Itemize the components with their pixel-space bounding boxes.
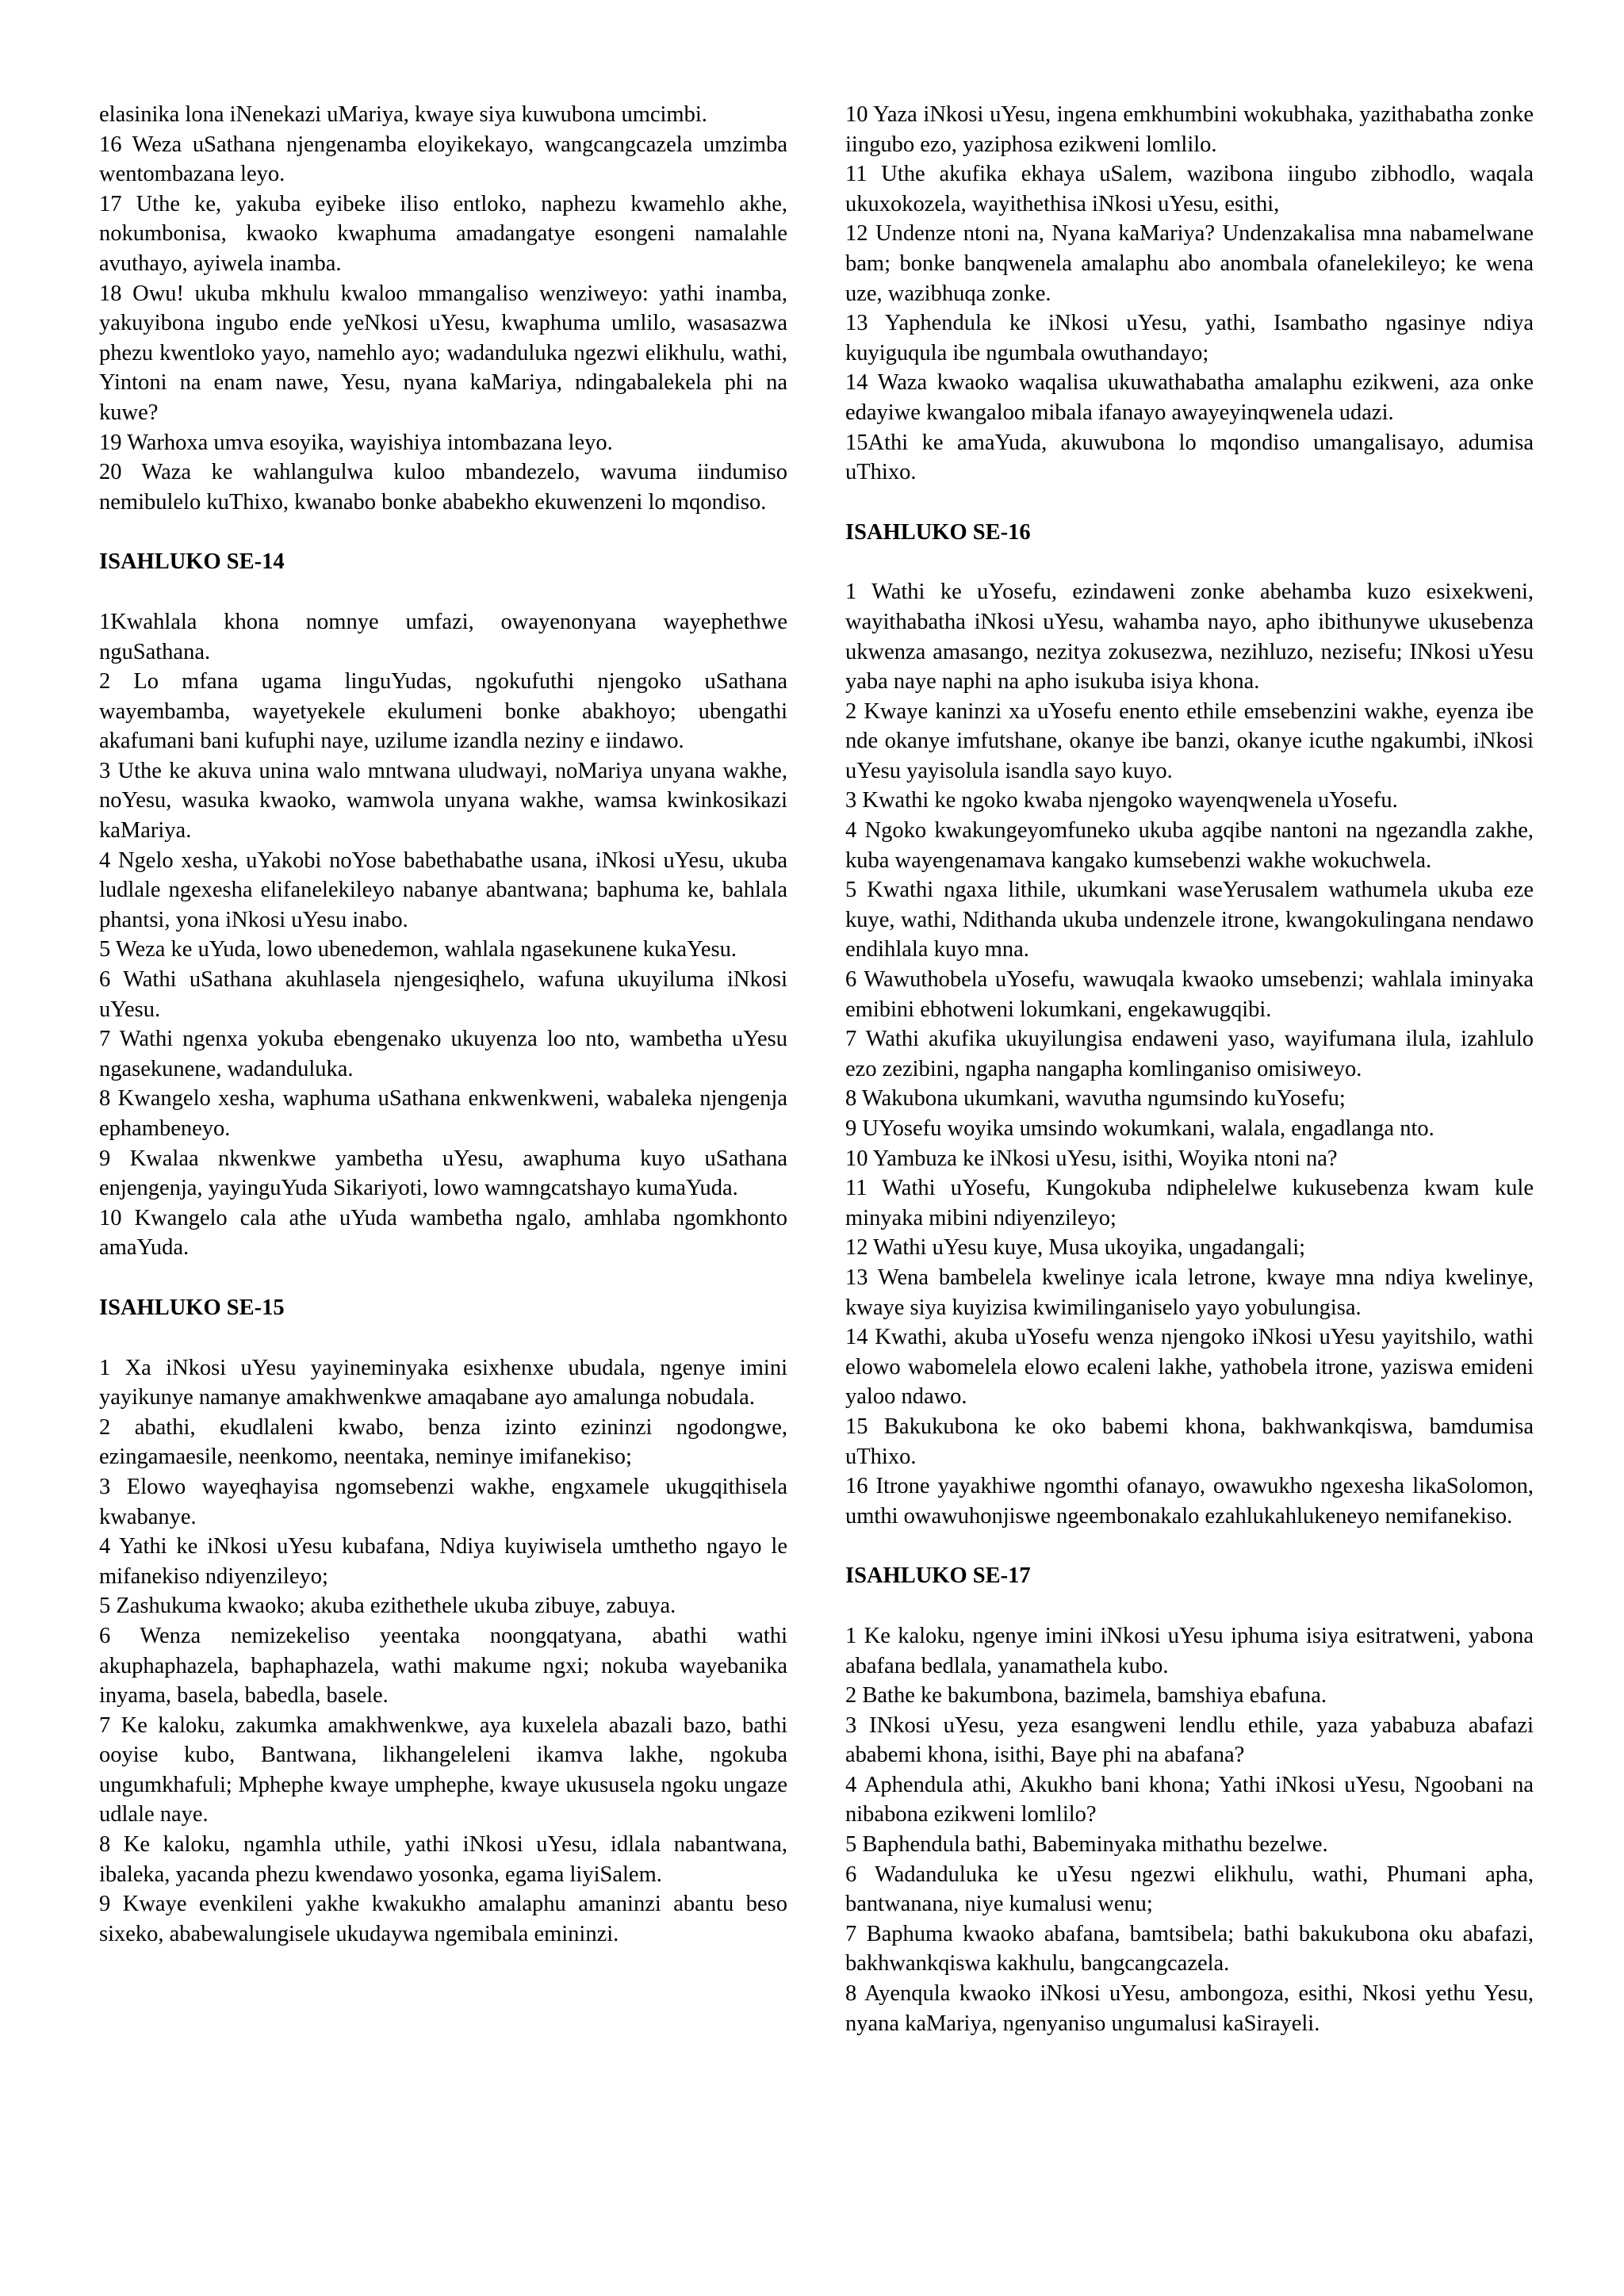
verse-paragraph: 8 Ayenqula kwaoko iNkosi uYesu, ambongoza, esithi, Nkosi yethu Yesu, nyana kaMariya, ngenyaniso ungumalusi kaSirayeli.: [845, 1981, 1534, 2036]
verse-paragraph: 2 Lo mfana ugama linguYudas, ngokufuthi njengoko uSathana wayembamba, wayetyekele ekulumeni bonke abakhoyo; ubengathi akafumani bani kufuphi naye, uzilume izandla neziny e iindawo.: [99, 669, 787, 754]
verse-paragraph: 4 Ngoko kwakungeyomfuneko ukuba agqibe nantoni na ngezandla zakhe, kuba wayengenamava kangako kumsebenzi wakhe wokuchwela.: [845, 818, 1534, 873]
right-column: [845, 100, 1534, 2038]
verse-paragraph: 1Kwahlala khona nomnye umfazi, owayenonyana wayephethwe nguSathana.: [99, 609, 787, 664]
verse-paragraph: 14 Waza kwaoko waqalisa ukuwathabatha amalaphu ezikweni, aza onke edayiwe kwangaloo mibala ifanayo awayeyinqwenela udazi.: [845, 370, 1534, 425]
verse-paragraph: 7 Baphuma kwaoko abafana, bamtsibela; bathi bakukubona oku abafazi, bakhwankqiswa kakhulu, bangcangcazela.: [845, 1921, 1534, 1976]
verse-paragraph: 9 UYosefu woyika umsindo wokumkani, walala, engadlanga nto.: [845, 1116, 1434, 1141]
verse-paragraph: 4 Yathi ke iNkosi uYesu kubafana, Ndiya kuyiwisela umthetho ngayo le mifanekiso ndiyenzileyo;: [99, 1534, 787, 1589]
verse-paragraph: 3 Uthe ke akuva unina walo mntwana uludwayi, noMariya unyana wakhe, noYesu, wasuka kwaoko, wamwola unyana wakhe, wamsa kwinkosikazi kaMariya.: [99, 758, 787, 844]
verse-paragraph: 11 Wathi uYosefu, Kungokuba ndiphelelwe kukusebenza kwam kule minyaka mibini ndiyenzileyo;: [845, 1176, 1534, 1230]
verse-paragraph: 6 Wenza nemizekeliso yeentaka noongqatyana, abathi wathi akuphaphazela, baphaphazela, wathi makume ngxi; nokuba wayebanika inyama, basela, babedla, basele.: [99, 1623, 787, 1709]
chapter-heading-16: ISAHLUKO SE-16: [845, 519, 1031, 545]
chapter-15-body: [99, 1353, 787, 1950]
verse-paragraph: 8 Kwangelo xesha, waphuma uSathana enkwenkweni, wabaleka njengenja ephambeneyo.: [99, 1086, 787, 1141]
verse-paragraph: 7 Wathi akufika ukuyilungisa endaweni yaso, wayifumana ilula, izahlulo ezo zezibini, ngapha nangapha komlinganiso omisiweyo.: [845, 1027, 1534, 1081]
verse-paragraph: 17 Uthe ke, yakuba eyibeke iliso entloko, naphezu kwamehlo akhe, nokumbonisa, kwaoko kwaphuma amadangatye esongeni namalahle avuthayo, ayiwela inamba.: [99, 191, 787, 276]
chapter-heading-15: ISAHLUKO SE-15: [99, 1295, 285, 1320]
left-column: [99, 100, 787, 1949]
verse-paragraph: 2 Bathe ke bakumbona, bazimela, bamshiya ebafuna.: [845, 1683, 1327, 1709]
chapter-heading-14: ISAHLUKO SE-14: [99, 549, 285, 575]
verse-paragraph: 18 Owu! ukuba mkhulu kwaloo mmangaliso wenziweyo: yathi inamba, yakuyibona ingubo ende yeNkosi uYesu, kwaphuma umlilo, wasasazwa phezu kwentloko yayo, namehlo ayo; wadanduluka ngezwi elikhulu, wathi, Yintoni na enam nawe, Yesu, nyana kaMariya, ndingabalekela phi na kuwe?: [99, 281, 787, 425]
verse-paragraph: 7 Wathi ngenxa yokuba ebengenako ukuyenza loo nto, wambetha uYesu ngasekunene, wadanduluka.: [99, 1027, 787, 1081]
verse-paragraph: 13 Yaphendula ke iNkosi uYesu, yathi, Isambatho ngasinye ndiya kuyiguqula ibe ngumbala owuthandayo;: [845, 311, 1534, 365]
verse-paragraph: 10 Kwangelo cala athe uYuda wambetha ngalo, amhlaba ngomkhonto amaYuda.: [99, 1205, 787, 1261]
verse-paragraph: 16 Itrone yayakhiwe ngomthi ofanayo, owawukho ngexesha likaSolomon, umthi owawuhonjiswe ngeembonakalo ezahlukahlukeneyo nemifanekiso.: [845, 1474, 1534, 1529]
verse-paragraph: 19 Warhoxa umva esoyika, wayishiya intombazana leyo.: [99, 430, 613, 455]
chapter-14-body: [99, 607, 787, 1263]
verse-paragraph: 5 Zashukuma kwaoko; akuba ezithethele ukuba zibuye, zabuya.: [99, 1594, 676, 1619]
verse-paragraph: 9 Kwalaa nkwenkwe yambetha uYesu, awaphuma kuyo uSathana enjengenja, yayinguYuda Sikariyoti, lowo wamngcatshayo kumaYuda.: [99, 1146, 787, 1201]
verse-paragraph: 1 Ke kaloku, ngenye imini iNkosi uYesu iphuma isiya esitratweni, yabona abafana bedlala, yanamathela kubo.: [845, 1623, 1534, 1678]
verse-paragraph: 3 Elowo wayeqhayisa ngomsebenzi wakhe, engxamele ukugqithisela kwabanye.: [99, 1474, 787, 1529]
verse-paragraph: 12 Wathi uYesu kuye, Musa ukoyika, ungadangali;: [845, 1235, 1306, 1261]
verse-paragraph: 4 Aphendula athi, Akukho bani khona; Yathi iNkosi uYesu, Ngoobani na nibabona ezikweni lomlilo?: [845, 1772, 1534, 1827]
verse-paragraph: 8 Wakubona ukumkani, wavutha ngumsindo kuYosefu;: [845, 1086, 1346, 1112]
verse-paragraph: 12 Undenze ntoni na, Nyana kaMariya? Undenzakalisa mna nabamelwane bam; bonke banqwenela amalaphu abo anombala ofanelekileyo; ke wena uze, wazibhuqa zonke.: [845, 221, 1534, 306]
verse-paragraph: 5 Kwathi ngaxa lithile, ukumkani waseYerusalem wathumela ukuba eze kuye, wathi, Ndithanda ukuba undenzele itrone, kwangokulingana nendawo endihlala kuyo mna.: [845, 878, 1534, 962]
verse-paragraph: 11 Uthe akufika ekhaya uSalem, wazibona iingubo zibhodlo, waqala ukuxokozela, wayithethisa iNkosi uYesu, esithi,: [845, 162, 1534, 216]
verse-paragraph: 10 Yaza iNkosi uYesu, ingena emkhumbini wokubhaka, yazithabatha zonke iingubo ezo, yaziphosa ezikweni lomlilo.: [845, 102, 1534, 157]
verse-paragraph: 5 Baphendula bathi, Babeminyaka mithathu bezelwe.: [845, 1832, 1328, 1858]
verse-paragraph: 2 abathi, ekudlaleni kwabo, benza izinto ezininzi ngodongwe, ezingamaesile, neenkomo, neentaka, neminye imifanekiso;: [99, 1414, 787, 1470]
chapter-17-body: [845, 1621, 1534, 2038]
verse-paragraph: 14 Kwathi, akuba uYosefu wenza njengoko iNkosi uYesu yayitshilo, wathi elowo wabomelela elowo ecaleni lakhe, yathobela itrone, yaziswa emideni yaloo ndawo.: [845, 1325, 1534, 1410]
verse-paragraph: 2 Kwaye kaninzi xa uYosefu enento ethile emsebenzini wakhe, eyenza ibe nde okanye imfutshane, okanye ibe banzi, okanye icuthe ngakumbi, iNkosi uYesu yayisolula isandla sayo kuyo.: [845, 698, 1534, 783]
verse-paragraph: 8 Ke kaloku, ngamhla uthile, yathi iNkosi uYesu, idlala nabantwana, ibaleka, yacanda phezu kwendawo yosonka, egama liyiSalem.: [99, 1832, 787, 1887]
verse-paragraph: 16 Weza uSathana njengenamba eloyikekayo, wangcangcazela umzimba wentombazana leyo.: [99, 132, 787, 187]
verse-paragraph: 6 Wawuthobela uYosefu, wawuqala kwaoko umsebenzi; wahlala iminyaka emibini ebhotweni lokumkani, engekawugqibi.: [845, 967, 1534, 1022]
verse-paragraph: 4 Ngelo xesha, uYakobi noYose babethabathe usana, iNkosi uYesu, ukuba ludlale ngexesha elifanelekileyo nabanye abantwana; baphuma ke, bahlala phantsi, yona iNkosi uYesu inabo.: [99, 848, 787, 932]
chapter-heading-17: ISAHLUKO SE-17: [845, 1563, 1031, 1589]
chapter-15-continued: [845, 100, 1534, 488]
verse-paragraph: 3 Kwathi ke ngoko kwaba njengoko wayenqwenela uYosefu.: [845, 788, 1398, 813]
verse-paragraph: 15Athi ke amaYuda, akuwubona lo mqondiso umangalisayo, adumisa uThixo.: [845, 430, 1534, 485]
chapter-16-body: [845, 577, 1534, 1531]
verse-paragraph: 15 Bakukubona ke oko babemi khona, bakhwankqiswa, bamdumisa uThixo.: [845, 1414, 1534, 1469]
verse-paragraph: 20 Waza ke wahlangulwa kuloo mbandezelo, wavuma iindumiso nemibulelo kuThixo, kwanabo bonke ababekho ekuwenzeni lo mqondiso.: [99, 460, 787, 515]
verse-paragraph: 6 Wadanduluka ke uYesu ngezwi elikhulu, wathi, Phumani apha, bantwanana, niye kumalusi wenu;: [845, 1862, 1534, 1917]
verse-paragraph: 1 Xa iNkosi uYesu yayineminyaka esixhenxe ubudala, ngenye imini yayikunye namanye amakhwenkwe amaqabane ayo amalunga nobudala.: [99, 1355, 787, 1410]
verse-paragraph: 3 INkosi uYesu, yeza esangweni lendlu ethile, yaza yababuza abafazi ababemi khona, isithi, Baye phi na abafana?: [845, 1712, 1534, 1768]
verse-paragraph: 5 Weza ke uYuda, lowo ubenedemon, wahlala ngasekunene kukaYesu.: [99, 937, 737, 962]
verse-paragraph: 10 Yambuza ke iNkosi uYesu, isithi, Woyika ntoni na?: [845, 1146, 1338, 1171]
verse-paragraph: 1 Wathi ke uYosefu, ezindaweni zonke abehamba kuzo esixekweni, wayithabatha iNkosi uYesu, wahamba nayo, apho ibithunywe ukusebenza ukwenza amasango, nezitya zokusezwa, nezihluzo, nezisefu; INkosi uYesu yaba naye naphi na apho isukuba isiya khona.: [845, 580, 1534, 695]
verse-paragraph: 7 Ke kaloku, zakumka amakhwenkwe, aya kuxelela abazali bazo, bathi ooyise kubo, Bantwana, likhangeleleni ikamva lakhe, ngokuba ungumkhafuli; Mphephe kwaye umphephe, kwaye ukususela ngoku ungaze udlale naye.: [99, 1712, 787, 1827]
chapter-13-end: [99, 100, 787, 517]
verse-paragraph: 6 Wathi uSathana akuhlasela njengesiqhelo, wafuna ukuyiluma iNkosi uYesu.: [99, 967, 787, 1022]
verse-paragraph: 9 Kwaye evenkileni yakhe kwakukho amalaphu amaninzi abantu beso sixeko, ababewalungisele ukudaywa ngemibala emininzi.: [99, 1892, 787, 1946]
verse-paragraph: 13 Wena bambelela kwelinye icala letrone, kwaye mna ndiya kwelinye, kwaye siya kuyizisa kwimilinganiselo yayo yobulungisa.: [845, 1265, 1534, 1320]
verse-paragraph: elasinika lona iNenekazi uMariya, kwaye siya kuwubona umcimbi.: [99, 102, 707, 127]
